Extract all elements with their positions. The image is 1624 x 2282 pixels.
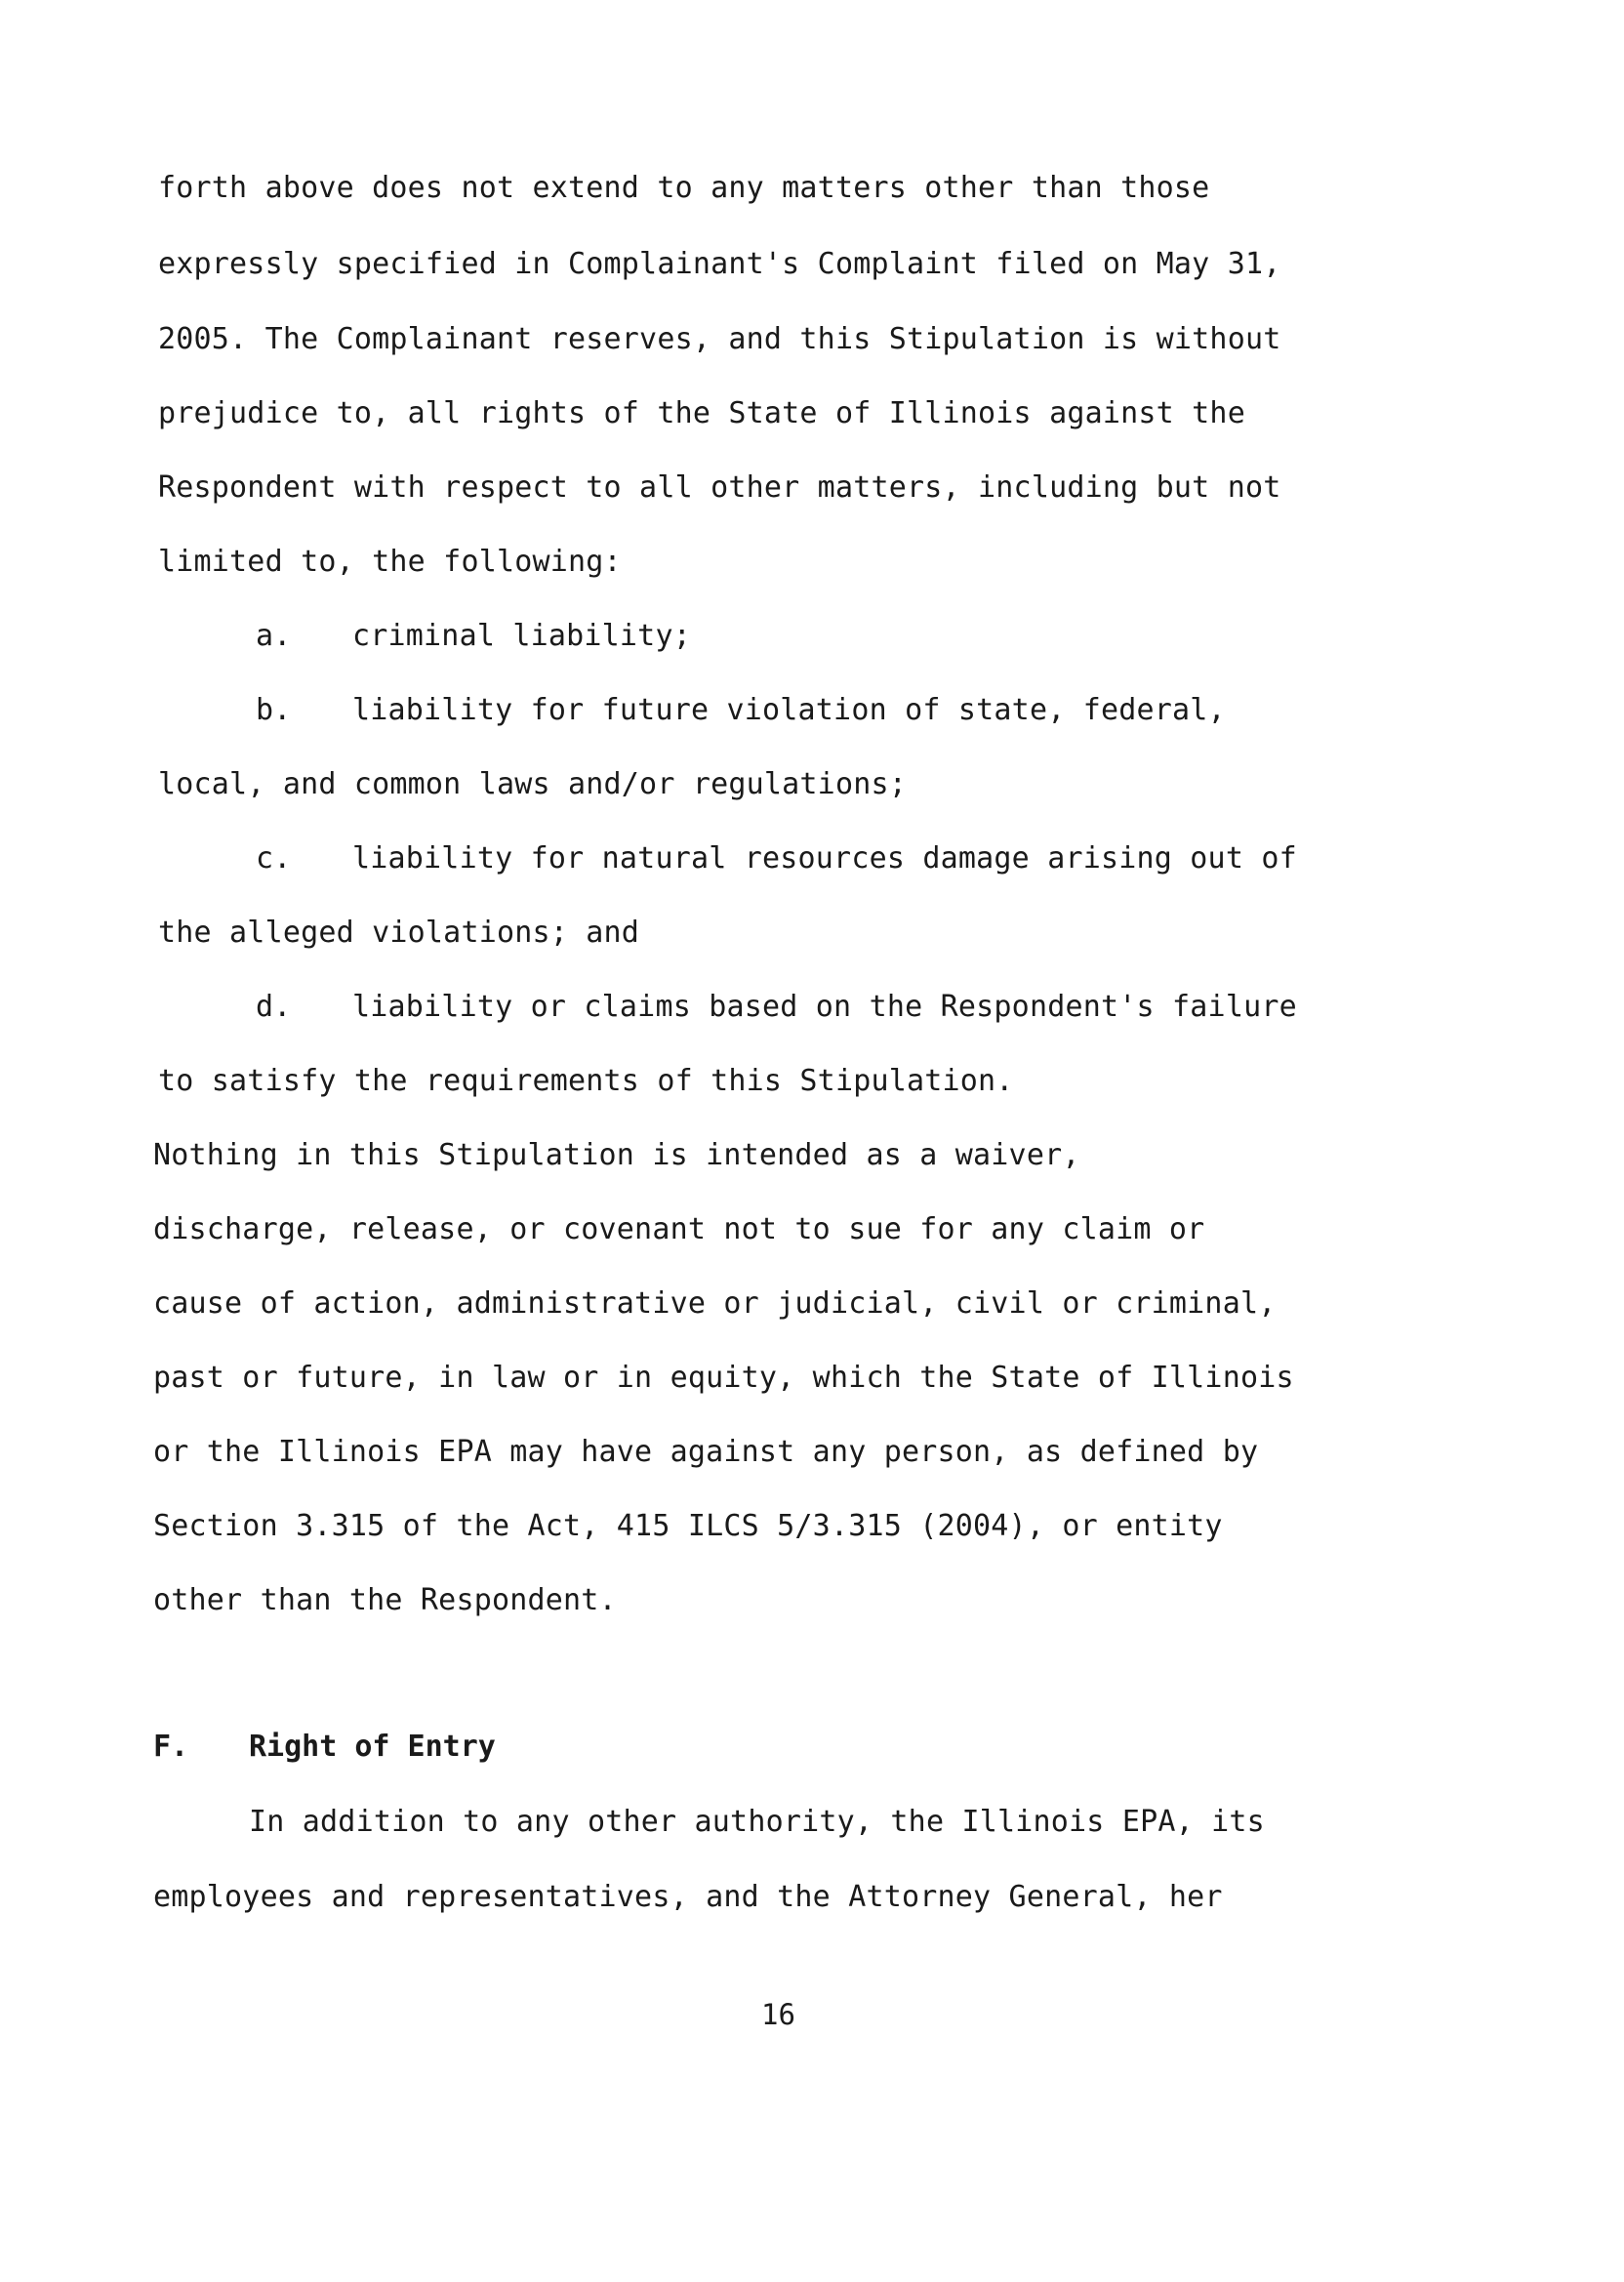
- page-number: 16: [761, 1998, 795, 2031]
- list-item-letter: b.: [256, 693, 292, 727]
- paragraph-line: discharge, release, or covenant not to sue for any claim or: [153, 1212, 1205, 1246]
- section-title: Right of Entry: [249, 1730, 496, 1764]
- paragraph-line: Respondent with respect to all other matters, including but not: [158, 470, 1281, 505]
- paragraph-line: Nothing in this Stipulation is intended as a waiver,: [153, 1138, 1080, 1172]
- list-item-text: the alleged violations; and: [158, 916, 640, 950]
- list-item-text: liability for future violation of state, federal,: [352, 693, 1226, 727]
- list-item-text: to satisfy the requirements of this Stipulation.: [158, 1064, 1014, 1098]
- paragraph-line: 2005. The Complainant reserves, and this Stipulation is without: [158, 322, 1281, 356]
- paragraph-line: prejudice to, all rights of the State of Illinois against the: [158, 396, 1245, 430]
- list-item-text: liability or claims based on the Respondent's failure: [352, 990, 1297, 1024]
- paragraph-line: limited to, the following:: [158, 545, 622, 579]
- paragraph-line: forth above does not extend to any matters other than those: [158, 171, 1210, 205]
- paragraph-line: or the Illinois EPA may have against any person, as defined by: [153, 1435, 1259, 1469]
- list-item-text: criminal liability;: [352, 619, 691, 653]
- paragraph-line: past or future, in law or in equity, which the State of Illinois: [153, 1361, 1294, 1395]
- paragraph-line: other than the Respondent.: [153, 1583, 617, 1617]
- list-item-letter: a.: [256, 619, 292, 653]
- list-item-text: local, and common laws and/or regulations;: [158, 767, 907, 801]
- list-item-letter: d.: [256, 990, 292, 1024]
- list-item-text: liability for natural resources damage arising out of: [352, 841, 1297, 876]
- section-letter: F.: [153, 1730, 189, 1764]
- list-item-letter: c.: [256, 841, 292, 876]
- section-line: employees and representatives, and the Attorney General, her: [153, 1880, 1223, 1914]
- paragraph-line: Section 3.315 of the Act, 415 ILCS 5/3.315 (2004), or entity: [153, 1509, 1223, 1543]
- section-line: In addition to any other authority, the Illinois EPA, its: [249, 1805, 1265, 1839]
- paragraph-line: expressly specified in Complainant's Complaint filed on May 31,: [158, 247, 1281, 281]
- paragraph-line: cause of action, administrative or judicial, civil or criminal,: [153, 1286, 1277, 1321]
